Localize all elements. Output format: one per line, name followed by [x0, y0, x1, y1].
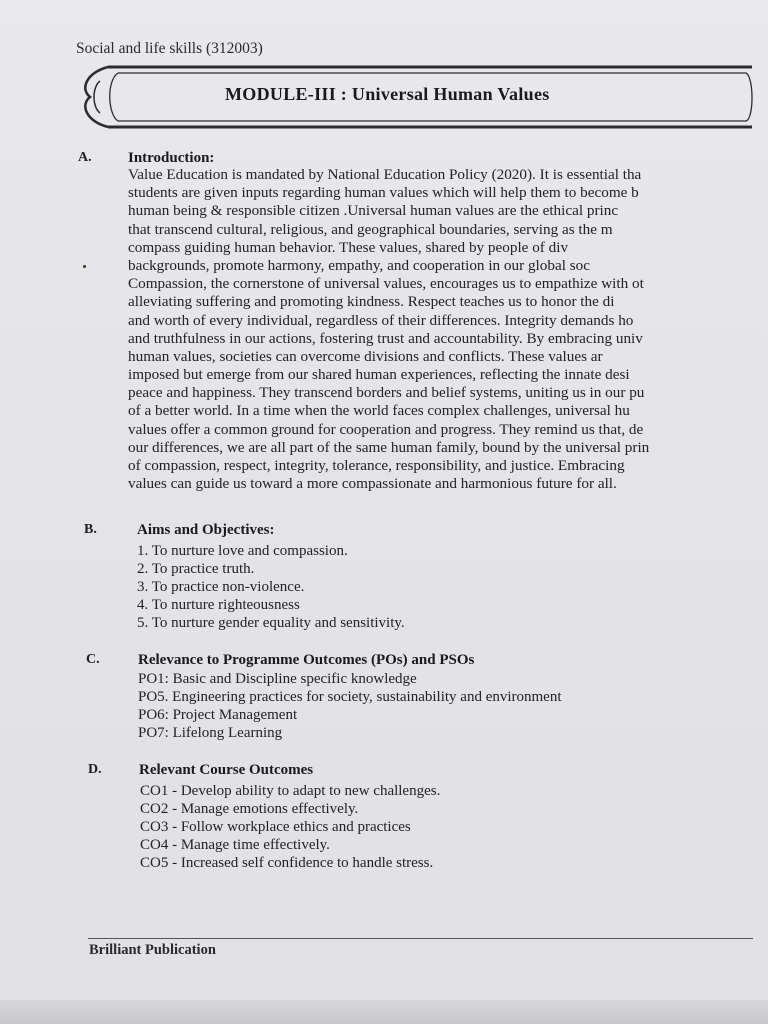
paragraph-line: compass guiding human behavior. These values, shared by people of div [128, 238, 569, 256]
list-item: PO7: Lifelong Learning [138, 725, 283, 741]
list-item: 4. To nurture righteousness [137, 597, 300, 613]
module-title: MODULE-III : Universal Human Values [225, 84, 550, 104]
paragraph-line: imposed but emerge from our shared human experiences, reflecting the innate desi [128, 366, 630, 384]
paragraph-line: backgrounds, promote harmony, empathy, and cooperation in our global soc [128, 256, 590, 274]
section-a-letter: A. [78, 150, 92, 165]
list-item: CO4 - Manage time effectively. [140, 837, 330, 853]
paragraph-line: human values, societies can overcome divisions and conflicts. These values ar [128, 347, 603, 365]
publisher-name: Brilliant Publication [89, 942, 216, 958]
section-c-letter: C. [86, 652, 100, 667]
paragraph-line: of compassion, respect, integrity, tolerance, responsibility, and justice. Embracing [128, 457, 625, 474]
section-c-heading: Relevance to Programme Outcomes (POs) and PSOs [138, 652, 475, 668]
paragraph-line: Value Education is mandated by National Education Policy (2020). It is essential tha [128, 166, 642, 183]
subject-header: Social and life skills (312003) [76, 40, 263, 57]
aims-list [137, 542, 405, 632]
list-item: 3. To practice non-violence. [137, 579, 305, 595]
list-item: CO5 - Increased self confidence to handle stress. [140, 855, 434, 871]
paragraph-line: human being & responsible citizen .Universal human values are the ethical princ [128, 202, 619, 220]
paragraph-line: values can guide us toward a more compassionate and harmonious future for all. [128, 475, 617, 493]
paragraph-line: values offer a common ground for cooperation and progress. They remind us that, de [128, 420, 644, 438]
paragraph-line: students are given inputs regarding human values which will help them to become b [128, 184, 639, 202]
paragraph-line: that transcend cultural, religious, and geographical boundaries, serving as the m [128, 220, 613, 238]
course-outcomes-list [140, 782, 440, 872]
section-b-heading: Aims and Objectives: [137, 522, 275, 538]
section-b-letter: B. [84, 522, 97, 537]
paragraph-line: Compassion, the cornerstone of universal values, encourages us to empathize with ot [128, 275, 644, 293]
section-d-letter: D. [88, 762, 102, 777]
paragraph-line: of a better world. In a time when the world faces complex challenges, universal hu [128, 402, 630, 420]
paragraph-line: peace and happiness. They transcend borders and belief systems, uniting us in our pu [128, 384, 645, 402]
programme-outcomes-list [138, 670, 562, 742]
page-bottom-edge [0, 1000, 768, 1024]
list-item: PO6: Project Management [138, 707, 298, 723]
list-item: 2. To practice truth. [137, 561, 255, 577]
list-item: PO5. Engineering practices for society, sustainability and environment [138, 689, 562, 705]
list-item: CO1 - Develop ability to adapt to new challenges. [140, 783, 441, 799]
introduction-paragraph [128, 166, 768, 493]
footer-divider [88, 938, 753, 939]
paragraph-line: alleviating suffering and promoting kindness. Respect teaches us to honor the di [128, 293, 615, 311]
paragraph-line: and truthfulness in our actions, fostering trust and accountability. By embracing univ [128, 329, 643, 347]
list-item: CO3 - Follow workplace ethics and practices [140, 819, 411, 835]
list-item: PO1: Basic and Discipline specific knowledge [138, 671, 417, 687]
paragraph-line: our differences, we are all part of the same human family, bound by the universal prin [128, 438, 650, 456]
list-item: 1. To nurture love and compassion. [137, 543, 348, 559]
section-d-heading: Relevant Course Outcomes [139, 762, 314, 778]
paragraph-line: and worth of every individual, regardless of their differences. Integrity demands ho [128, 311, 634, 329]
list-item: 5. To nurture gender equality and sensitivity. [137, 615, 405, 631]
section-a-heading: Introduction: [128, 150, 215, 166]
stray-mark [83, 265, 86, 268]
list-item: CO2 - Manage emotions effectively. [140, 801, 359, 817]
